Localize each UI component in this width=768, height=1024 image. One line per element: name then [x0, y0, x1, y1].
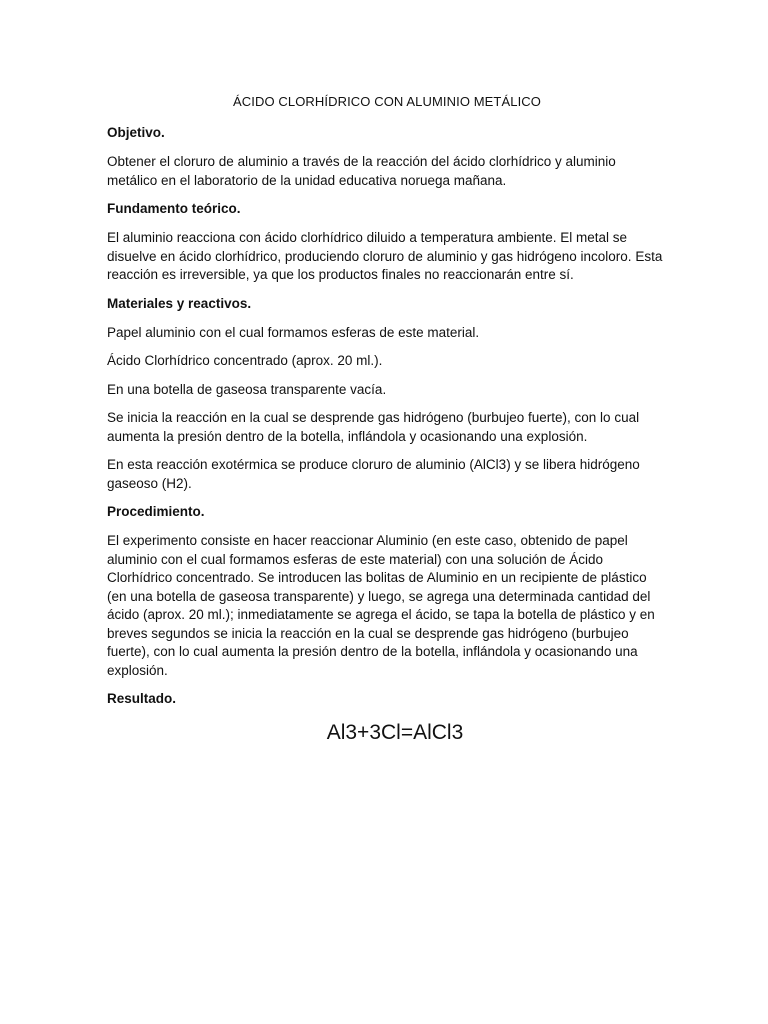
- document-body: [107, 93, 667, 746]
- chemical-formula: Al3+3Cl=AlCl3: [326, 721, 464, 744]
- procedimiento-text: El experimento consiste en hacer reaccionar Aluminio (en este caso, obtenido de papel aluminio con el cual formamos esferas de este material) con una solución de Ácido Clorhídrico concentrado. Se introducen las bolitas de Aluminio en un recipiente de plástico (en una botella de gaseosa transparente) y luego, se agrega una determinada cantidad del ácido (aprox. 20 ml.); inmediatamente se agrega el ácido, se tapa la botella de plástico y en breves segundos se inicia la reacción en la cual se desprende gas hidrógeno (burbujeo fuerte), con lo cual aumenta la presión dentro de la botella, inflándola y ocasionando una explosión.: [107, 533, 655, 678]
- materiales-item: En esta reacción exotérmica se produce cloruro de aluminio (AlCl3) y se libera hidrógeno gaseoso (H2).: [107, 457, 640, 491]
- fundamento-heading: Fundamento teórico.: [107, 201, 241, 216]
- objetivo-text: Obtener el cloruro de aluminio a través de la reacción del ácido clorhídrico y aluminio metálico en el laboratorio de la unidad educativa noruega mañana.: [107, 154, 616, 188]
- materiales-item: Papel aluminio con el cual formamos esferas de este material.: [107, 324, 480, 340]
- resultado-heading: Resultado.: [107, 691, 177, 706]
- materiales-item: En una botella de gaseosa transparente vacía.: [107, 381, 387, 397]
- objetivo-heading: Objetivo.: [107, 125, 165, 140]
- materiales-item: Se inicia la reacción en la cual se desprende gas hidrógeno (burbujeo fuerte), con lo cual aumenta la presión dentro de la botella, inflándola y ocasionando una explosión.: [107, 410, 640, 444]
- materiales-heading: Materiales y reactivos.: [107, 295, 252, 311]
- procedimiento-heading: Procedimiento.: [107, 504, 205, 519]
- materiales-item: Ácido Clorhídrico concentrado (aprox. 20 ml.).: [107, 353, 383, 368]
- fundamento-text: El aluminio reacciona con ácido clorhídrico diluido a temperatura ambiente. El metal se disuelve en ácido clorhídrico, produciendo cloruro de aluminio y gas hidrógeno incoloro. Esta reacción es irreversible, ya que los productos finales no reaccionarán entre sí.: [107, 230, 663, 282]
- document-title: ÁCIDO CLORHÍDRICO CON ALUMINIO METÁLICO: [233, 94, 541, 109]
